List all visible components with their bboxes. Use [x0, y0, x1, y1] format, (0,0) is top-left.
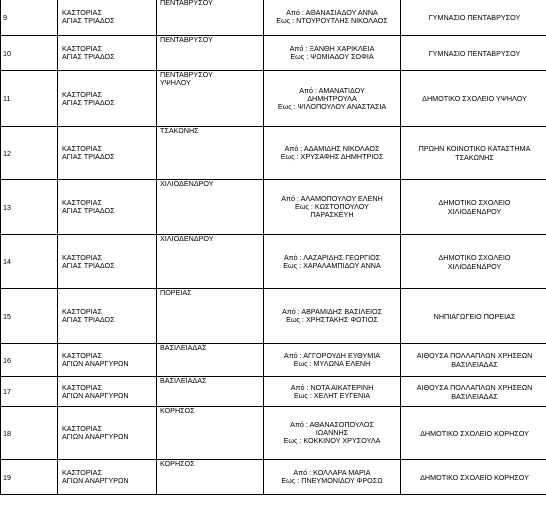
electoral-area-text: ΑΓΙΑΣ ΤΡΙΑΔΟΣ: [62, 260, 115, 270]
community-name-text: ΠΕΝΤΑΒΡΥΣΟΥ: [160, 35, 213, 44]
community-name-text: ΚΟΡΗΣΟΣ: [160, 406, 195, 415]
table-row: [1, 377, 546, 407]
voter-range-text: Από : ΑΛΑΜΟΠΟΥΛΟΥ ΕΛΕΝΗ: [281, 194, 383, 203]
polling-place-cell: [401, 36, 546, 71]
electoral-area-text: ΚΑΣΤΟΡΙΑΣ: [62, 382, 102, 392]
voter-range-cell: [264, 235, 401, 289]
voter-range-text: ΔΗΜΗΤΡΟΥΛΑ: [307, 93, 357, 103]
row-number-text: 12: [3, 148, 11, 158]
polling-place-text: ΔΗΜΟΤΙΚΟ ΣΧΟΛΕΙΟ: [438, 252, 511, 262]
community-name-cell: [157, 180, 264, 235]
polling-place-cell: [401, 235, 546, 289]
table-row: [1, 71, 546, 127]
community-name-cell: [157, 36, 264, 71]
polling-place-cell: [401, 460, 546, 495]
polling-place-text: ΧΙΛΙΟΔΕΝΔΡΟΥ: [447, 261, 502, 271]
electoral-area-cell: [58, 36, 157, 71]
electoral-area-text: ΑΓΙΩΝ ΑΝΑΡΓΥΡΩΝ: [62, 432, 129, 441]
row-number-text: 10: [3, 48, 11, 58]
voter-range-text: Από : ΑΘΑΝΑΣΙΑΔΟΥ ΑΝΝΑ: [286, 8, 378, 17]
electoral-area-text: ΚΑΣΤΟΡΙΑΣ: [62, 307, 102, 316]
voter-range-cell: [264, 127, 401, 180]
community-name-text: ΤΣΑΚΩΝΗΣ: [160, 126, 199, 135]
community-name-cell: [157, 71, 264, 127]
polling-place-text: ΑΙΘΟΥΣΑ ΠΟΛΛΑΠΛΩΝ ΧΡΗΣΕΩΝ: [416, 382, 533, 392]
row-number-cell: [1, 407, 58, 460]
polling-place-text: ΔΗΜΟΤΙΚΟ ΣΧΟΛΕΙΟ ΚΟΡΗΣΟΥ: [420, 472, 529, 482]
community-name-cell: [157, 377, 264, 407]
electoral-area-cell: [58, 180, 157, 235]
voter-range-cell: [264, 460, 401, 495]
voter-range-cell: [264, 0, 401, 36]
table-row: [1, 460, 546, 495]
electoral-area-cell: [58, 377, 157, 407]
row-number-text: 17: [3, 387, 11, 396]
voter-range-text: Εως : ΨΙΛΟΠΟΥΛΟΥ ΑΝΑΣΤΑΣΙΑ: [277, 101, 387, 111]
row-number-cell: [1, 71, 58, 127]
community-name-text: ΠΟΡΕΙΑΣ: [160, 288, 192, 297]
voter-range-text: Από : ΚΟΛΛΑΡΑ ΜΑΡΙΑ: [293, 468, 371, 477]
electoral-area-cell: [58, 460, 157, 495]
row-number-text: 14: [3, 257, 11, 266]
voter-range-text: ΙΩΑΝΝΗΣ: [315, 428, 349, 437]
polling-place-cell: [401, 0, 546, 36]
table-row: [1, 0, 546, 36]
community-name-text: ΒΑΣΙΛΕΙΑΔΑΣ: [160, 376, 207, 385]
row-number-cell: [1, 377, 58, 407]
row-number-cell: [1, 344, 58, 377]
electoral-area-text: ΚΑΣΤΟΡΙΑΣ: [62, 351, 102, 360]
electoral-area-text: ΚΑΣΤΟΡΙΑΣ: [62, 89, 102, 99]
community-name-text: ΧΙΛΙΟΔΕΝΔΡΟΥ: [160, 179, 214, 188]
polling-place-cell: [401, 71, 546, 127]
community-name-text: ΠΕΝΤΑΒΡΥΣΟΥ: [160, 0, 213, 7]
table-row: [1, 344, 546, 377]
row-number-cell: [1, 127, 58, 180]
voter-range-text: Εως : ΨΩΜΙΑΔΟΥ ΣΟΦΙΑ: [290, 52, 374, 61]
polling-place-text: ΒΑΣΙΛΕΙΑΔΑΣ: [451, 360, 498, 369]
community-name-cell: [157, 407, 264, 460]
electoral-area-cell: [58, 407, 157, 460]
row-number-cell: [1, 180, 58, 235]
electoral-area-cell: [58, 344, 157, 377]
table-body: [1, 0, 546, 495]
electoral-area-text: ΑΓΙΩΝ ΑΝΑΡΓΥΡΩΝ: [62, 390, 129, 400]
community-name-cell: [157, 344, 264, 377]
community-name-cell: [157, 289, 264, 344]
community-name-cell: [157, 0, 264, 36]
voter-range-text: Από : ΑΒΡΑΜΙΔΗΣ ΒΑΣΙΛΕΙΟΣ: [281, 307, 383, 316]
polling-place-cell: [401, 344, 546, 377]
electoral-area-text: ΑΓΙΩΝ ΑΝΑΡΓΥΡΩΝ: [62, 359, 129, 368]
community-name-cell: [157, 460, 264, 495]
electoral-area-text: ΑΓΙΑΣ ΤΡΙΑΔΟΣ: [62, 152, 115, 161]
row-number-text: 13: [3, 202, 11, 212]
voter-range-text: Εως : ΧΕΛΗΤ ΕΥΓΕΝΙΑ: [293, 390, 371, 400]
electoral-area-cell: [58, 235, 157, 289]
electoral-area-cell: [58, 127, 157, 180]
voter-range-text: Εως : ΧΡΥΣΑΦΗΣ ΔΗΜΗΤΡΙΟΣ: [280, 152, 384, 161]
community-name-cell: [157, 127, 264, 180]
polling-place-text: ΔΗΜΟΤΙΚΟ ΣΧΟΛΕΙΟ ΥΨΗΛΟΥ: [422, 94, 527, 103]
polling-place-text: ΓΥΜΝΑΣΙΟ ΠΕΝΤΑΒΡΥΣΟΥ: [428, 12, 521, 22]
community-name-text: ΠΕΝΤΑΒΡΥΣΟΥ: [160, 70, 213, 79]
electoral-area-text: ΚΑΣΤΟΡΙΑΣ: [62, 468, 102, 477]
voter-range-text: ΠΑΡΑΣΚΕΥΗ: [310, 210, 354, 219]
polling-place-cell: [401, 407, 546, 460]
electoral-area-text: ΑΓΙΩΝ ΑΝΑΡΓΥΡΩΝ: [62, 476, 129, 485]
row-number-text: 9: [3, 12, 7, 22]
table-row: [1, 289, 546, 344]
voter-range-text: Από : ΞΑΝΘΗ ΧΑΡΙΚΛΕΙΑ: [289, 44, 375, 53]
voter-range-text: Από : ΑΔΑΜΙΔΗΣ ΝΙΚΟΛΑΟΣ: [284, 144, 380, 153]
table-row: [1, 235, 546, 289]
polling-place-text: ΔΗΜΟΤΙΚΟ ΣΧΟΛΕΙΟ ΚΟΡΗΣΟΥ: [420, 428, 529, 438]
row-number-cell: [1, 460, 58, 495]
polling-place-text: ΓΥΜΝΑΣΙΟ ΠΕΝΤΑΒΡΥΣΟΥ: [428, 48, 521, 58]
voter-range-cell: [264, 407, 401, 460]
row-number-cell: [1, 289, 58, 344]
polling-place-text: ΧΙΛΙΟΔΕΝΔΡΟΥ: [447, 207, 502, 216]
voter-range-cell: [264, 36, 401, 71]
row-number-cell: [1, 235, 58, 289]
voter-range-text: Εως : ΧΡΗΣΤΑΚΗΣ ΦΩΤΙΟΣ: [286, 315, 378, 324]
electoral-area-text: ΑΓΙΑΣ ΤΡΙΑΔΟΣ: [62, 52, 115, 61]
voter-range-cell: [264, 289, 401, 344]
community-name-text: ΧΙΛΙΟΔΕΝΔΡΟΥ: [160, 234, 214, 243]
electoral-area-text: ΚΑΣΤΟΡΙΑΣ: [62, 144, 102, 153]
table-row: [1, 36, 546, 71]
community-name-cell: [157, 235, 264, 289]
row-number-cell: [1, 36, 58, 71]
voter-range-text: Εως : ΜΥΛΩΝΑ ΕΛΕΝΗ: [293, 359, 371, 368]
voter-range-text: Από : ΑΜΑΝΑΤΙΔΟΥ: [299, 85, 365, 95]
polling-place-text: ΔΗΜΟΤΙΚΟ ΣΧΟΛΕΙΟ: [438, 198, 511, 207]
voter-range-cell: [264, 344, 401, 377]
row-number-cell: [1, 0, 58, 36]
voter-range-cell: [264, 180, 401, 235]
electoral-area-text: ΚΑΣΤΟΡΙΑΣ: [62, 8, 102, 17]
table-row: [1, 407, 546, 460]
voter-range-text: Από : ΑΓΓΟΡΟΥΔΗ ΕΥΘΥΜΙΑ: [283, 351, 381, 360]
electoral-area-text: ΑΓΙΑΣ ΤΡΙΑΔΟΣ: [62, 97, 115, 107]
electoral-area-cell: [58, 71, 157, 127]
table-row: [1, 180, 546, 235]
table-row: [1, 127, 546, 180]
electoral-area-text: ΚΑΣΤΟΡΙΑΣ: [62, 424, 102, 433]
voter-range-text: Εως : ΝΤΟΥΡΟΥΤΛΗΣ ΝΙΚΟΛΑΟΣ: [276, 16, 388, 25]
voter-range-cell: [264, 71, 401, 127]
row-number-text: 18: [3, 428, 11, 438]
voter-range-text: Εως : ΚΩΣΤΟΠΟΥΛΟΥ: [295, 202, 369, 211]
voter-range-text: Από : ΝΟΤΑ ΑΙΚΑΤΕΡΙΝΗ: [290, 382, 374, 392]
electoral-area-text: ΚΑΣΤΟΡΙΑΣ: [62, 252, 102, 262]
community-name-text: ΥΨΗΛΟΥ: [160, 78, 191, 87]
polling-place-cell: [401, 289, 546, 344]
voter-range-text: Εως : ΚΟΚΚΙΝΟΥ ΧΡΥΣΟΥΛΑ: [283, 436, 381, 445]
community-name-text: ΚΟΡΗΣΟΣ: [160, 459, 195, 468]
electoral-area-text: ΑΓΙΑΣ ΤΡΙΑΔΟΣ: [62, 315, 115, 324]
voter-range-text: Από : ΑΘΑΝΑΣΟΠΟΥΛΟΣ: [290, 420, 374, 429]
row-number-text: 11: [3, 94, 11, 103]
electoral-area-text: ΚΑΣΤΟΡΙΑΣ: [62, 198, 102, 207]
voter-range-text: Εως : ΠΝΕΥΜΟΝΙΔΟΥ ΦΡΟΣΩ: [281, 476, 383, 485]
row-number-text: 19: [3, 472, 11, 482]
polling-place-text: ΒΑΣΙΛΕΙΑΔΑΣ: [451, 391, 498, 401]
polling-place-cell: [401, 127, 546, 180]
polling-place-text: ΠΡΩΗΝ ΚΟΙΝΟΤΙΚΟ ΚΑΤΑΣΤΗΜΑ: [418, 144, 531, 153]
community-name-text: ΒΑΣΙΛΕΙΑΔΑΣ: [160, 343, 207, 352]
electoral-area-text: ΚΑΣΤΟΡΙΑΣ: [62, 44, 102, 53]
polling-place-cell: [401, 180, 546, 235]
electoral-area-cell: [58, 289, 157, 344]
electoral-area-text: ΑΓΙΑΣ ΤΡΙΑΔΟΣ: [62, 206, 115, 215]
polling-place-cell: [401, 377, 546, 407]
polling-place-text: ΑΙΘΟΥΣΑ ΠΟΛΛΑΠΛΩΝ ΧΡΗΣΕΩΝ: [416, 351, 533, 360]
electoral-area-text: ΑΓΙΑΣ ΤΡΙΑΔΟΣ: [62, 16, 115, 25]
row-number-text: 15: [3, 311, 11, 321]
voter-range-cell: [264, 377, 401, 407]
polling-place-text: ΤΣΑΚΩΝΗΣ: [455, 153, 494, 162]
voter-range-text: Από : ΛΑΖΑΡΙΔΗΣ ΓΕΩΡΓΙΟΣ: [283, 252, 381, 262]
polling-place-text: ΝΗΠΙΑΓΩΓΕΙΟ ΠΟΡΕΙΑΣ: [433, 311, 516, 321]
row-number-text: 16: [3, 355, 11, 365]
voter-range-text: Εως : ΧΑΡΑΛΑΜΠΙΔΟΥ ΑΝΝΑ: [283, 260, 381, 270]
electoral-area-cell: [58, 0, 157, 36]
